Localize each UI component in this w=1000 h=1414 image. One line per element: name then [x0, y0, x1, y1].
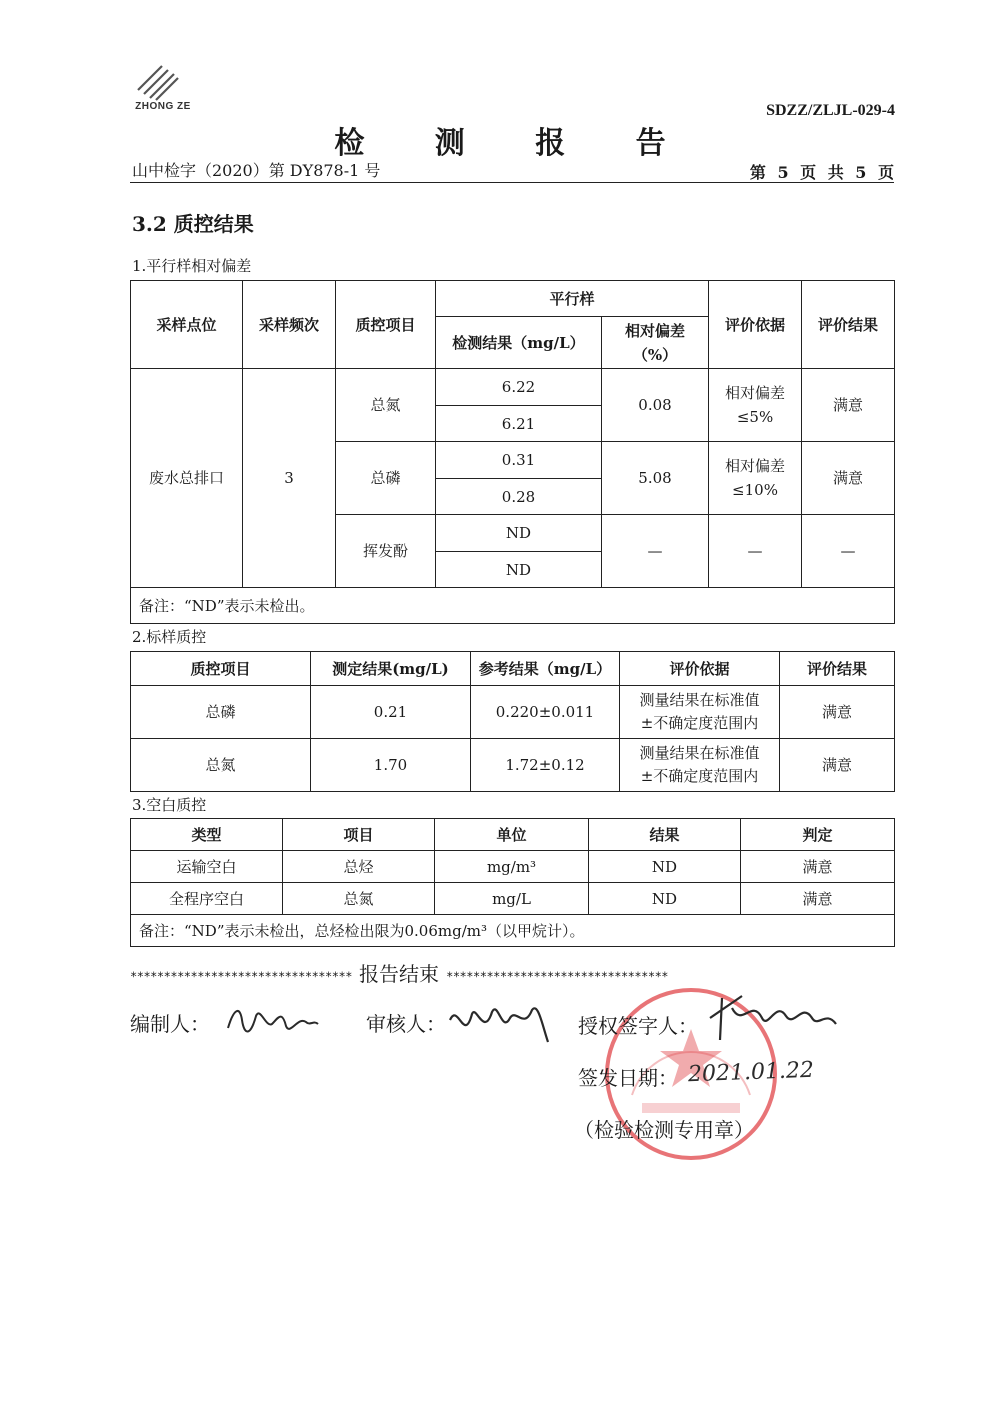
basis-cell: 相对偏差≤10%: [709, 442, 802, 515]
item-cell: 总磷: [131, 686, 311, 739]
report-number: 山中检字（2020）第 DY878-1 号: [132, 161, 381, 180]
blank-control-table: [130, 818, 895, 947]
item-cell: 总氮: [283, 883, 435, 915]
header-item: 质控项目: [131, 652, 311, 686]
header-item: 项目: [283, 819, 435, 851]
header-type: 类型: [131, 819, 283, 851]
measured-cell: 1.70: [311, 739, 471, 792]
unit-cell: mg/L: [435, 883, 589, 915]
header-basis: 评价依据: [620, 652, 780, 686]
header-result: 检测结果（mg/L）: [436, 317, 602, 369]
measured-cell: 0.21: [311, 686, 471, 739]
standard-sample-table: [130, 651, 895, 792]
result-cell: 6.21: [436, 406, 602, 442]
item-cell: 总氮: [336, 369, 436, 442]
basis-cell: 相对偏差≤5%: [709, 369, 802, 442]
basis-cell: 测量结果在标准值±不确定度范围内: [620, 739, 780, 792]
header-judgement: 判定: [741, 819, 895, 851]
stamp-note: （检验检测专用章）: [574, 1118, 754, 1142]
header-reference: 参考结果（mg/L）: [471, 652, 620, 686]
issue-date-value: 2021.01.22: [687, 1057, 815, 1088]
parallel-sample-table: [130, 280, 895, 624]
evaluation-cell: 满意: [802, 442, 895, 515]
evaluation-cell: 满意: [780, 686, 895, 739]
site-cell: 废水总排口: [131, 369, 243, 588]
type-cell: 运输空白: [131, 851, 283, 883]
header-result: 结果: [589, 819, 741, 851]
result-cell: ND: [436, 552, 602, 588]
type-cell: 全程序空白: [131, 883, 283, 915]
reference-cell: 1.72±0.12: [471, 739, 620, 792]
reviewed-by-signature: [444, 994, 554, 1058]
basis-cell: 测量结果在标准值±不确定度范围内: [620, 686, 780, 739]
deviation-cell: 0.08: [602, 369, 709, 442]
judgement-cell: 满意: [741, 851, 895, 883]
document-code: SDZZ/ZLJL-029-4: [766, 102, 895, 119]
header-frequency: 采样频次: [243, 281, 336, 369]
deviation-cell: —: [602, 515, 709, 588]
blank-note: 备注：“ND”表示未检出，总烃检出限为0.06mg/m³（以甲烷计）。: [131, 915, 895, 947]
item-cell: 总磷: [336, 442, 436, 515]
reference-cell: 0.220±0.011: [471, 686, 620, 739]
evaluation-cell: —: [802, 515, 895, 588]
header-evaluation: 评价结果: [802, 281, 895, 369]
evaluation-cell: 满意: [780, 739, 895, 792]
judgement-cell: 满意: [741, 883, 895, 915]
frequency-cell: 3: [243, 369, 336, 588]
report-end-text: 报告结束: [359, 962, 440, 986]
header-unit: 单位: [435, 819, 589, 851]
report-end-marker: [130, 958, 894, 987]
page-info: 第 5 页 共 5 页: [749, 163, 894, 182]
header-divider: [130, 182, 894, 183]
evaluation-cell: 满意: [802, 369, 895, 442]
prepared-by-label: 编制人：: [130, 1012, 210, 1036]
document-title: 检 测 报 告: [334, 126, 696, 161]
section-title: 3.2 质控结果: [132, 212, 254, 236]
item-cell: 总烃: [283, 851, 435, 883]
prepared-by-signature: [222, 998, 322, 1050]
header-deviation: 相对偏差（%）: [602, 317, 709, 369]
unit-cell: mg/m³: [435, 851, 589, 883]
authorized-signature: [702, 988, 842, 1052]
header-measured: 测定结果(mg/L): [311, 652, 471, 686]
standard-caption: 2.标样质控: [132, 628, 207, 646]
item-cell: 挥发酚: [336, 515, 436, 588]
header-basis: 评价依据: [709, 281, 802, 369]
result-cell: 6.22: [436, 369, 602, 406]
header-evaluation: 评价结果: [780, 652, 895, 686]
result-cell: ND: [589, 851, 741, 883]
stars-right: *********************************: [446, 969, 669, 984]
result-cell: 0.28: [436, 479, 602, 515]
deviation-cell: 5.08: [602, 442, 709, 515]
authorized-by-label: 授权签字人：: [578, 1014, 698, 1038]
issue-date-label: 签发日期：: [578, 1066, 678, 1090]
result-cell: ND: [589, 883, 741, 915]
result-cell: 0.31: [436, 442, 602, 479]
result-cell: ND: [436, 515, 602, 552]
header-parallel-group: 平行样: [436, 281, 709, 317]
item-cell: 总氮: [131, 739, 311, 792]
header-site: 采样点位: [131, 281, 243, 369]
parallel-caption: 1.平行样相对偏差: [132, 257, 252, 275]
parallel-note: 备注：“ND”表示未检出。: [131, 588, 895, 624]
logo-text: ZHONG ZE: [135, 101, 191, 112]
stars-left: *********************************: [130, 969, 352, 984]
reviewed-by-label: 审核人：: [366, 1012, 446, 1036]
header-item: 质控项目: [336, 281, 436, 369]
blank-caption: 3.空白质控: [132, 796, 207, 814]
basis-cell: —: [709, 515, 802, 588]
